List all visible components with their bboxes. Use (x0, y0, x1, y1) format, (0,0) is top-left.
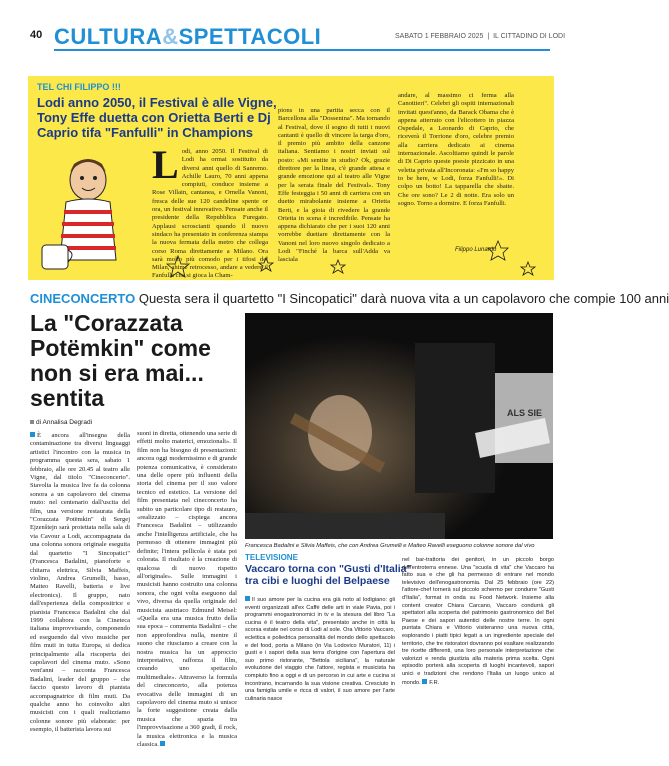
tv-signoff: F.R. (429, 679, 440, 686)
byline (30, 419, 92, 426)
tv-kicker: TELEVISIONE (245, 553, 298, 562)
kicker-text: Questa sera il quartetto "I Sincopatici" darà nuova vita a un capolavoro che compie 100 anni (138, 291, 669, 306)
box-signature: Filippo Lunardo (455, 247, 497, 253)
newspaper-name: IL CITTADINO DI LODI (493, 33, 566, 40)
article-title: La "Corazzata Potëmkin" come non si era mai... sentita (30, 310, 211, 411)
article-column-2 (137, 430, 237, 749)
box-title: Lodi anno 2050, il Festival è alle Vigne, Tony Effe duetta con Orietta Berti e Dj Caprio tifa "Fanfulli" in Champions (37, 95, 277, 140)
header-rule (54, 49, 550, 51)
tv-column-1-text: Il suo amore per la cucina era già noto al lodigiano: gli eventi organizzati all'ex Caffè delle arti in viale Pavia, poi i programmi enogastronomici in tv e la stesura del libro "La cucina è il teatro della vita", presentato anche in città la scorsa estate nel corso di Lodi al sole. Ora Vittorio Vaccaro, eclettica e poliedrica personalità del mondo dello spettacolo e del food, porta a Milano (in Via Lodovico Muratori, 11) i gusti e i sapori della sua terra d'origine con l'apertura del suo primo ristorante, "Bettola siciliana", la naturale evoluzione del viaggio che l'attore, regista e musicista ha compiuto fino a oggi e di un percorso in cui arte e cucina si incontrano, incarnando la sua visione creativa. Cresciuto in una famiglia umile e ricca di valori, il suo amore per l'arte culinaria nasce (245, 597, 395, 702)
issue-date: SABATO 1 FEBBRAIO 2025 (395, 33, 484, 40)
byline-marker (30, 420, 34, 424)
cartoon-avatar-illustration (40, 150, 140, 276)
section-title (54, 24, 321, 50)
tv-column-1 (245, 596, 395, 703)
end-marker (160, 741, 165, 746)
page-number: 40 (30, 29, 43, 41)
byline-text: di Annalisa Degradi (36, 419, 93, 426)
box-column-1 (152, 142, 268, 281)
article-column-1-text: È ancora all'insegna della contaminazione tra diversi linguaggi artistici l'incontro con la musica in programma questa sera, sabato 1 febbraio, alle ore 20.45 al teatro alle Vigne, dal titolo "Cineconcerto". Stavolta la musica live fa da colonna sonora a un capolavoro del cinema muto: nel centenario dall'uscita del film, una versione restaurata della "Corazzata Potëmkin" di Sergej Ejzenštejn sarà proiettata nella sala di via Cavour a Lodi, accompagnata da una colonna sonora originale eseguita dal quartetto "I Sincopatici" (Francesca Badalini, pianoforte e chitarra elettrica, Silvia Maffeis, violino, Andrea Grumelli, basso, Matteo Ravelli, batteria e live electronics). Il gruppo, nato dall'esperienza della compositrice e pianista Francesca Badalini che dal 1999 collabora con la Cineteca italiana improvvisando, componendo ed eseguendo dal vivo musiche per film muti in tutta Europa, si dedica principalmente alla riscoperta dei capolavori del cinema muto. «Sono vent'anni – racconta Francesca Badalini, leader del gruppo – che faccio questo lavoro di pianista accompagnatrice di film muti. Da qualche anno ho coinvolto altri musicisti con i quali realizziamo colonne sonore più elaborate: per esempio, il batterista lavora sui (30, 432, 130, 734)
lead-marker (30, 432, 35, 437)
article-column-1 (30, 432, 130, 735)
tv-lead-marker (245, 596, 250, 601)
header-dateline: SABATO 1 FEBBRAIO 2025 | IL CITTADINO DI LODI (395, 33, 566, 40)
box-column-3: andare, al massimo ci ferma alla Canottieri". Celebri gli ospiti internazionali invitati quest'anno, da Barack Obama che è appena atterrato con l'elicottero in piazza Ospedale, a Leonardo di Caprio, che riceverà il Torrione d'oro, celebre premio alla carriera dedicato ai cinema internazionale. Ascoltiamo quindi le parole di Di Caprio queste poesie pizzicato in una veletta privata all'Incoronata: «I'm so happy to be here, w Lodi, forza Fanfulli!». Di colpo un botto! La tapparella che sbatte. Che ore sono? Le 2 di notte. Era solo un sogno. Torno a dormire. E forza Fanfulli. (398, 92, 514, 207)
drop-cap: L (152, 142, 179, 187)
tv-column-2-text: nel bar-trattoria dei genitori, in un piccolo borgo dell'entroterra ennese. Una "scuola di vita" che Vaccaro ha fatto sua e che gli ha permesso di entrare nel mondo televisivo dell'enogastronomia. Dal 25 febbraio (ore 22) l'attore-chef tornerà sul piccolo schermo per condurre "Gusti d'Italia", format in onda su Food Network. Insieme alla content creator Chiara Carcano, Vaccaro condurrà gli spettatori alla scoperta del patrimonio gastronomico del Bel Paese e dei sapori autentici delle nostre terre. In ogni puntata Chiara e Vittorio visiteranno una nuova città, esplorando i piatti tipici legati a un ingrediente speciale del territorio, che tre ristoratori dovranno poi esaltare realizzando tre ricette differenti, una loro personale interpretazione che valorizzi e renda giustizia alla materia prima scelta. Ogni episodio porterà alla scoperta di luoghi incantevoli, sapori unici e tradizioni che rendono l'Italia un luogo unico al mondo. (402, 557, 554, 686)
section-title-amp: & (162, 24, 179, 49)
kicker-label: CINECONCERTO (30, 291, 136, 306)
box-column-1-text: odi, anno 2050. Il Festival di Lodi ha ormai sostituito da diversi anni quello di Sanremo. Achille Lauro, 70 anni appena compiuti, conduce insieme a Rose Villain, cantanea, e Ornella Vanoni, fresca delle sue 120 candeline spente or ora, un festival innovativo. Pensate anche il presidente della Repubblica Furegato. Applausi scroscianti quando il nuovo sindaco ha presentato in conferenza stampa la nuova fermata della metro che collega corso Roma direttamente a Milano. Ora sarà molto più comodo per i tifosi del Milan, ahimè retrocesso, andare a vedere il Fanfulla che si gioca la Cham- (152, 148, 268, 280)
tv-end-marker (422, 679, 427, 684)
tv-title: Vaccaro torna con "Gusti d'Italia" tra cibi e luoghi del Belpaese (245, 563, 412, 587)
concert-photo (245, 313, 553, 539)
article-column-2-text: suoni in diretta, ottenendo una serie di effetti molto materici, emozionali». Il film non ha bisogno di presentazioni: ancora oggi modernissimo e di grande potenza comunicativa, è considerato una delle opere più influenti della storia del cinema per il suo valore tecnico ed estetico. La versione del film presentata nel cineconcerto ha subito un particolare tipo di restauro, «realizzato – cispiega ancora Francesca Badalini – utilizzando anche l'intelligenza artificiale, che ha permesso di ottenere immagini più definite; l'intera pellicola è stata poi colorata. Il risultato è la creazione di qualcosa di nuovo rispetto all'originale». Sulle immagini i musicisti hanno costruito una colonna sonora, che ogni volta eseguono dal vivo, diversa da quella originale del musicista austriaco Edmund Meisel: «Quella era una musica frutto della sua epoca – commenta Badalini – che non approfondiva nulla, mentre il suono che riusciamo a creare con la nostra musica ha un approccio interpretativo, rafforza il film, creando uno spettacolo multimediale». Attraverso la formula del cineconcerto, alla potenza evocativa delle immagini di un capolavoro del cinema muto si unisce la forte suggestione creata dalla musica che spazia tra l'improvvisazione a 360 gradi, il rock, la musica elettronica e la musica classica. (137, 430, 237, 749)
photo-sign-text: ALS SIE (507, 408, 543, 418)
section-title-a: CULTURA (54, 24, 163, 49)
article-kicker (30, 291, 669, 306)
box-column-2: pions in una partita secca con il Barcellona alla "Dossenina". Ma tornando al Festival, dove il sogno di tutti i nuovi cantanti è quello di vincere la targa d'oro, il premio più ambito della canzone italiana. Sentiamo i nostri inviati sul posto: «Mi sentite in studio? Ok, grazie direttore per la linea, c'è grande attesa e grande emozione qui al teatro alle Vigne per la serata finale del Festival». Tony Effe festeggia i 50 anni di carriera con un duetto mirabolante insieme a Orietta Berti, e la gioia di rivedere la grande Orietta in scena è incredibile. Pensate ha appena dichiarato che per i suoi 120 anni vorrebbe duettare direttamente con la Vanoni nel loro nuovo singolo dedicato a Lodi "Finché la barca sull'Adda va lasciala (278, 107, 390, 264)
photo-caption: Francesca Badalini e Silvia Maffeis, che con Andrea Grumelli e Matteo Ravelli eseguono colonne sonore dal vivo (245, 543, 535, 549)
section-title-b: SPETTACOLI (178, 24, 322, 49)
box-tag: TEL CHI FILIPPO !!! (37, 82, 121, 92)
tv-column-2 (402, 557, 554, 687)
